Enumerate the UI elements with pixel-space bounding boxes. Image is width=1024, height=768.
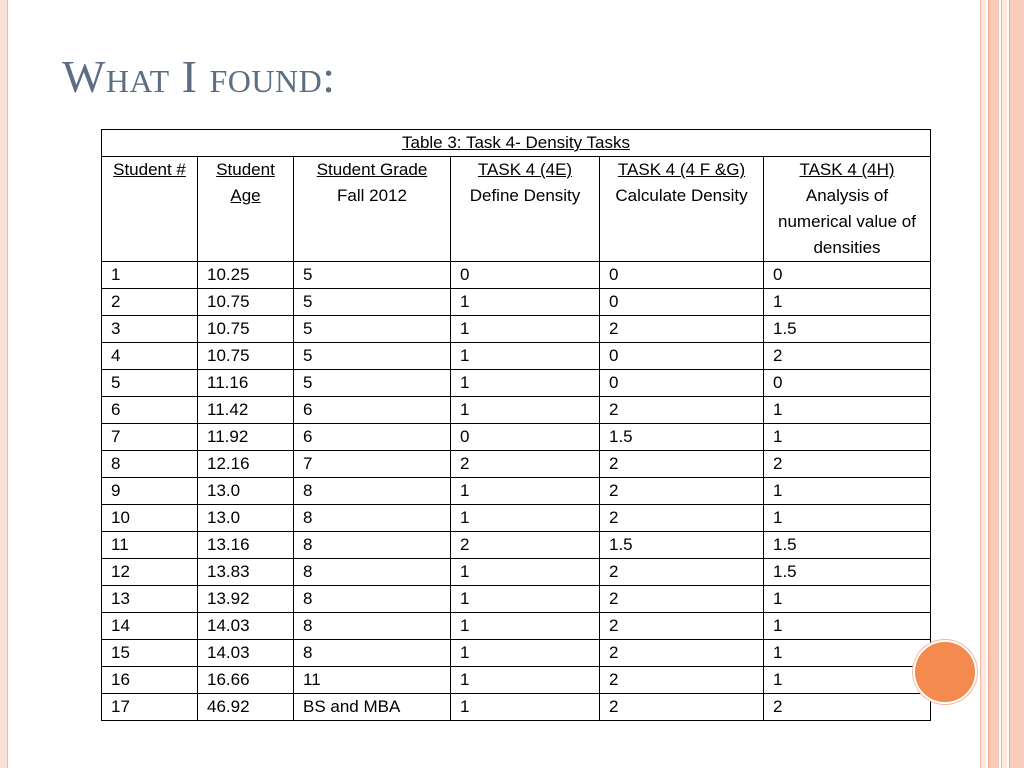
column-header-subtitle: Analysis of numerical value of densities	[778, 186, 916, 257]
table-cell: 5	[294, 370, 451, 397]
table-cell: 1	[764, 667, 931, 694]
table-cell: 9	[102, 478, 198, 505]
orange-circle-decoration	[913, 640, 977, 704]
table-cell: 13.0	[198, 505, 294, 532]
table-cell: 1	[451, 478, 600, 505]
table-cell: 2	[600, 694, 764, 721]
table-cell: 11.92	[198, 424, 294, 451]
table-cell: 4	[102, 343, 198, 370]
table-cell: 10.75	[198, 316, 294, 343]
table-cell: 2	[600, 451, 764, 478]
table-row	[102, 532, 931, 559]
table-cell: 0	[600, 262, 764, 289]
table-cell: 10.75	[198, 289, 294, 316]
table-cell: 1	[764, 613, 931, 640]
table-cell: 2	[764, 451, 931, 478]
table-cell: 1	[764, 586, 931, 613]
table-cell: 1.5	[600, 424, 764, 451]
stripe	[980, 0, 986, 768]
table-row	[102, 478, 931, 505]
table-cell: 1.5	[764, 559, 931, 586]
table-cell: 8	[294, 640, 451, 667]
table-caption	[102, 130, 931, 157]
table-row	[102, 586, 931, 613]
table-cell: 16	[102, 667, 198, 694]
table-cell: 1	[451, 397, 600, 424]
table-cell: 1	[451, 289, 600, 316]
table-cell: 2	[600, 667, 764, 694]
table-cell: 1	[451, 370, 600, 397]
table-cell: 6	[294, 424, 451, 451]
table-cell: 8	[102, 451, 198, 478]
table-cell: 1	[764, 640, 931, 667]
table-cell: 5	[102, 370, 198, 397]
column-header-subtitle: Fall 2012	[337, 186, 407, 205]
right-decorative-stripes	[980, 0, 1024, 768]
table-row	[102, 694, 931, 721]
table-cell: 5	[294, 289, 451, 316]
table-cell: 11	[102, 532, 198, 559]
table-cell: 10.75	[198, 343, 294, 370]
table-cell: 12.16	[198, 451, 294, 478]
table-cell: 8	[294, 505, 451, 532]
table-cell: 7	[294, 451, 451, 478]
stripe	[1009, 0, 1024, 768]
table-row	[102, 397, 931, 424]
table-row	[102, 289, 931, 316]
table-cell: 0	[764, 370, 931, 397]
table-cell: 3	[102, 316, 198, 343]
left-border-strip	[0, 0, 8, 768]
table-cell: 1	[102, 262, 198, 289]
table-cell: 8	[294, 478, 451, 505]
column-header-title: Student #	[113, 160, 186, 179]
table-cell: 2	[764, 343, 931, 370]
table-cell: 13	[102, 586, 198, 613]
density-tasks-table	[101, 129, 931, 721]
table-cell: 2	[600, 586, 764, 613]
table-cell: 12	[102, 559, 198, 586]
table-cell: 2	[600, 505, 764, 532]
table-cell: 1	[451, 586, 600, 613]
table-cell: 5	[294, 262, 451, 289]
table-cell: 5	[294, 316, 451, 343]
table-cell: 1	[764, 397, 931, 424]
column-header-subtitle: Define Density	[469, 186, 581, 205]
table-cell: 6	[294, 397, 451, 424]
column-header-title: TASK 4 (4 F &G)	[617, 160, 746, 179]
table-cell: 1	[764, 505, 931, 532]
table-row	[102, 505, 931, 532]
table-cell: 11.16	[198, 370, 294, 397]
table-cell: 10	[102, 505, 198, 532]
table-cell: 0	[451, 424, 600, 451]
table-cell: 6	[102, 397, 198, 424]
table-cell: 8	[294, 559, 451, 586]
table-cell: 1	[451, 505, 600, 532]
stripe	[1001, 0, 1007, 768]
table-cell: 1	[764, 289, 931, 316]
table-cell: 14	[102, 613, 198, 640]
table-cell: 0	[600, 370, 764, 397]
table-body	[102, 262, 931, 721]
table-caption-text: Table 3: Task 4- Density Tasks	[401, 133, 631, 152]
table-cell: 46.92	[198, 694, 294, 721]
column-header-title: TASK 4 (4H)	[799, 160, 895, 179]
column-header-title: Student Grade	[316, 160, 428, 179]
table-cell: 0	[764, 262, 931, 289]
table-cell: 1.5	[764, 316, 931, 343]
column-header-title: TASK 4 (4E)	[477, 160, 573, 179]
table-cell: 2	[764, 694, 931, 721]
table-cell: 13.92	[198, 586, 294, 613]
table-cell: 1	[451, 667, 600, 694]
table-cell: 5	[294, 343, 451, 370]
table-cell: 17	[102, 694, 198, 721]
table-cell: 15	[102, 640, 198, 667]
table-cell: 13.83	[198, 559, 294, 586]
table-cell: 2	[600, 478, 764, 505]
table-cell: 1	[451, 613, 600, 640]
table-cell: 11.42	[198, 397, 294, 424]
table-cell: 1	[764, 424, 931, 451]
table-cell: 1	[451, 640, 600, 667]
table-cell: 0	[600, 343, 764, 370]
column-header-subtitle: Calculate Density	[615, 186, 748, 205]
table-cell: 1.5	[600, 532, 764, 559]
column-header	[102, 157, 198, 262]
table-cell: 0	[600, 289, 764, 316]
table-row	[102, 613, 931, 640]
table-cell: 8	[294, 613, 451, 640]
table-caption-row	[102, 130, 931, 157]
slide-title: What I found:	[62, 51, 336, 102]
column-header	[294, 157, 451, 262]
table-cell: BS and MBA	[294, 694, 451, 721]
table-cell: 2	[451, 532, 600, 559]
table-cell: 2	[600, 316, 764, 343]
table-cell: 1	[451, 343, 600, 370]
table-row	[102, 451, 931, 478]
stripe	[988, 0, 999, 768]
table-cell: 2	[600, 559, 764, 586]
table-cell: 2	[600, 613, 764, 640]
table-cell: 7	[102, 424, 198, 451]
table-cell: 14.03	[198, 613, 294, 640]
table-cell: 11	[294, 667, 451, 694]
table-cell: 1	[764, 478, 931, 505]
table-row	[102, 640, 931, 667]
table-cell: 13.0	[198, 478, 294, 505]
column-header	[600, 157, 764, 262]
column-header	[764, 157, 931, 262]
table-cell: 1	[451, 694, 600, 721]
table-row	[102, 667, 931, 694]
table-row	[102, 559, 931, 586]
table-row	[102, 343, 931, 370]
table-cell: 16.66	[198, 667, 294, 694]
table-cell: 13.16	[198, 532, 294, 559]
table-cell: 8	[294, 532, 451, 559]
table-cell: 10.25	[198, 262, 294, 289]
table-cell: 2	[451, 451, 600, 478]
column-header-title: Student Age	[216, 160, 275, 205]
table-row	[102, 316, 931, 343]
column-header	[451, 157, 600, 262]
table-cell: 2	[600, 397, 764, 424]
table-cell: 8	[294, 586, 451, 613]
table-row	[102, 424, 931, 451]
table-cell: 14.03	[198, 640, 294, 667]
table-cell: 1	[451, 316, 600, 343]
table-cell: 1.5	[764, 532, 931, 559]
table-row	[102, 262, 931, 289]
table-cell: 2	[600, 640, 764, 667]
column-header	[198, 157, 294, 262]
table-header-row	[102, 157, 931, 262]
table-row	[102, 370, 931, 397]
table-cell: 2	[102, 289, 198, 316]
table-cell: 0	[451, 262, 600, 289]
table-cell: 1	[451, 559, 600, 586]
